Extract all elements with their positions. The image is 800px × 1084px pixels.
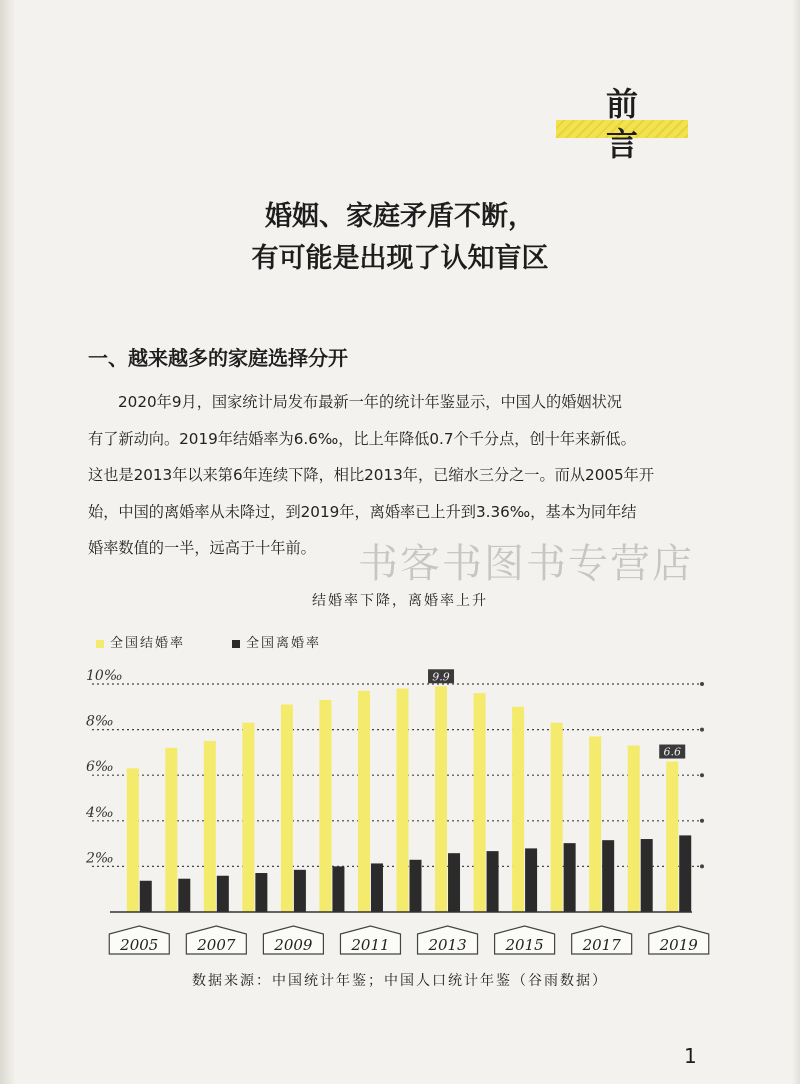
gridline-end-dot: [700, 773, 704, 777]
marriage-rate-bar: [628, 746, 640, 912]
x-tick-label: 2017: [582, 936, 621, 954]
legend-swatch-marriage: [96, 640, 104, 648]
legend-item-marriage: [96, 632, 185, 651]
y-tick-label: 2‰: [86, 850, 114, 867]
divorce-rate-bar: [525, 848, 537, 912]
bar-chart: [0, 660, 800, 960]
legend-swatch-divorce: [232, 640, 240, 648]
divorce-rate-bar: [487, 851, 499, 912]
title-line-1: 婚姻、家庭矛盾不断，: [265, 201, 535, 232]
marriage-rate-bar: [242, 723, 254, 912]
marriage-rate-bar: [319, 700, 331, 912]
divorce-rate-bar: [448, 853, 460, 912]
chapter-title: 前言: [605, 85, 672, 163]
divorce-rate-bar: [410, 860, 422, 912]
divorce-rate-bar: [178, 879, 190, 912]
chart-title: 结婚率下降，离婚率上升: [312, 593, 488, 609]
marriage-rate-bar: [204, 741, 216, 912]
y-tick-label: 6‰: [86, 759, 114, 776]
divorce-rate-bar: [255, 873, 267, 912]
x-tick-label: 2013: [428, 936, 467, 954]
y-tick-label: 10‰: [86, 668, 123, 684]
page-number: 1: [684, 1044, 697, 1068]
legend-item-divorce: [232, 632, 321, 651]
y-tick-label: 4‰: [86, 804, 114, 821]
gridline-end-dot: [700, 864, 704, 868]
divorce-rate-bar: [294, 870, 306, 912]
gridline-end-dot: [700, 819, 704, 823]
divorce-rate-bar: [602, 840, 614, 912]
divorce-rate-bar: [217, 876, 229, 912]
marriage-rate-bar: [666, 762, 678, 912]
divorce-rate-bar: [679, 835, 691, 912]
y-tick-label: 8‰: [86, 713, 114, 730]
paragraph-line: 始，中国的离婚率从未降过，到2019年，离婚率已上升到3.36‰，基本为同年结: [88, 502, 637, 521]
marriage-rate-bar: [512, 707, 524, 912]
divorce-rate-bar: [332, 866, 344, 912]
data-label: 6.6: [663, 745, 681, 759]
x-tick-label: 2019: [659, 936, 698, 954]
x-tick-label: 2011: [351, 936, 390, 954]
paragraph-line: 有了新动向。2019年结婚率为6.6‰，比上年降低0.7个千分点，创十年来新低。: [88, 429, 636, 448]
paragraph-line: 婚率数值的一半，远高于十年前。: [88, 539, 316, 557]
data-label: 9.9: [432, 670, 450, 684]
title-line-2: 有可能是出现了认知盲区: [251, 243, 549, 274]
gridline-end-dot: [700, 682, 704, 686]
marriage-rate-bar: [589, 736, 601, 912]
x-tick-label: 2015: [505, 936, 544, 954]
marriage-rate-bar: [127, 768, 139, 912]
x-tick-label: 2009: [274, 936, 313, 954]
watermark: 书客书图书专营店: [358, 541, 694, 587]
marriage-rate-bar: [358, 691, 370, 912]
section-heading: 一、越来越多的家庭选择分开: [88, 346, 348, 370]
legend-label-marriage: 全国结婚率: [110, 636, 186, 651]
paragraph-line: 这也是2013年以来第6年连续下降，相比2013年，已缩水三分之一。而从2005年开: [88, 466, 655, 484]
marriage-rate-bar: [281, 705, 293, 912]
divorce-rate-bar: [641, 839, 653, 912]
paragraph-line: 2020年9月，国家统计局发布最新一年的统计年鉴显示，中国人的婚姻状况: [118, 393, 622, 411]
x-tick-label: 2005: [120, 936, 159, 954]
marriage-rate-bar: [474, 693, 486, 912]
x-tick-label: 2007: [197, 936, 236, 954]
legend-label-divorce: 全国离婚率: [246, 636, 322, 651]
data-source: 数据来源：中国统计年鉴；中国人口统计年鉴（谷雨数据）: [192, 973, 608, 989]
gridline-end-dot: [700, 728, 704, 732]
marriage-rate-bar: [165, 748, 177, 912]
divorce-rate-bar: [564, 843, 576, 912]
divorce-rate-bar: [371, 863, 383, 912]
marriage-rate-bar: [551, 723, 563, 912]
chapter-heading: [556, 84, 688, 163]
marriage-rate-bar: [397, 689, 409, 912]
divorce-rate-bar: [140, 881, 152, 912]
marriage-rate-bar: [435, 686, 447, 912]
